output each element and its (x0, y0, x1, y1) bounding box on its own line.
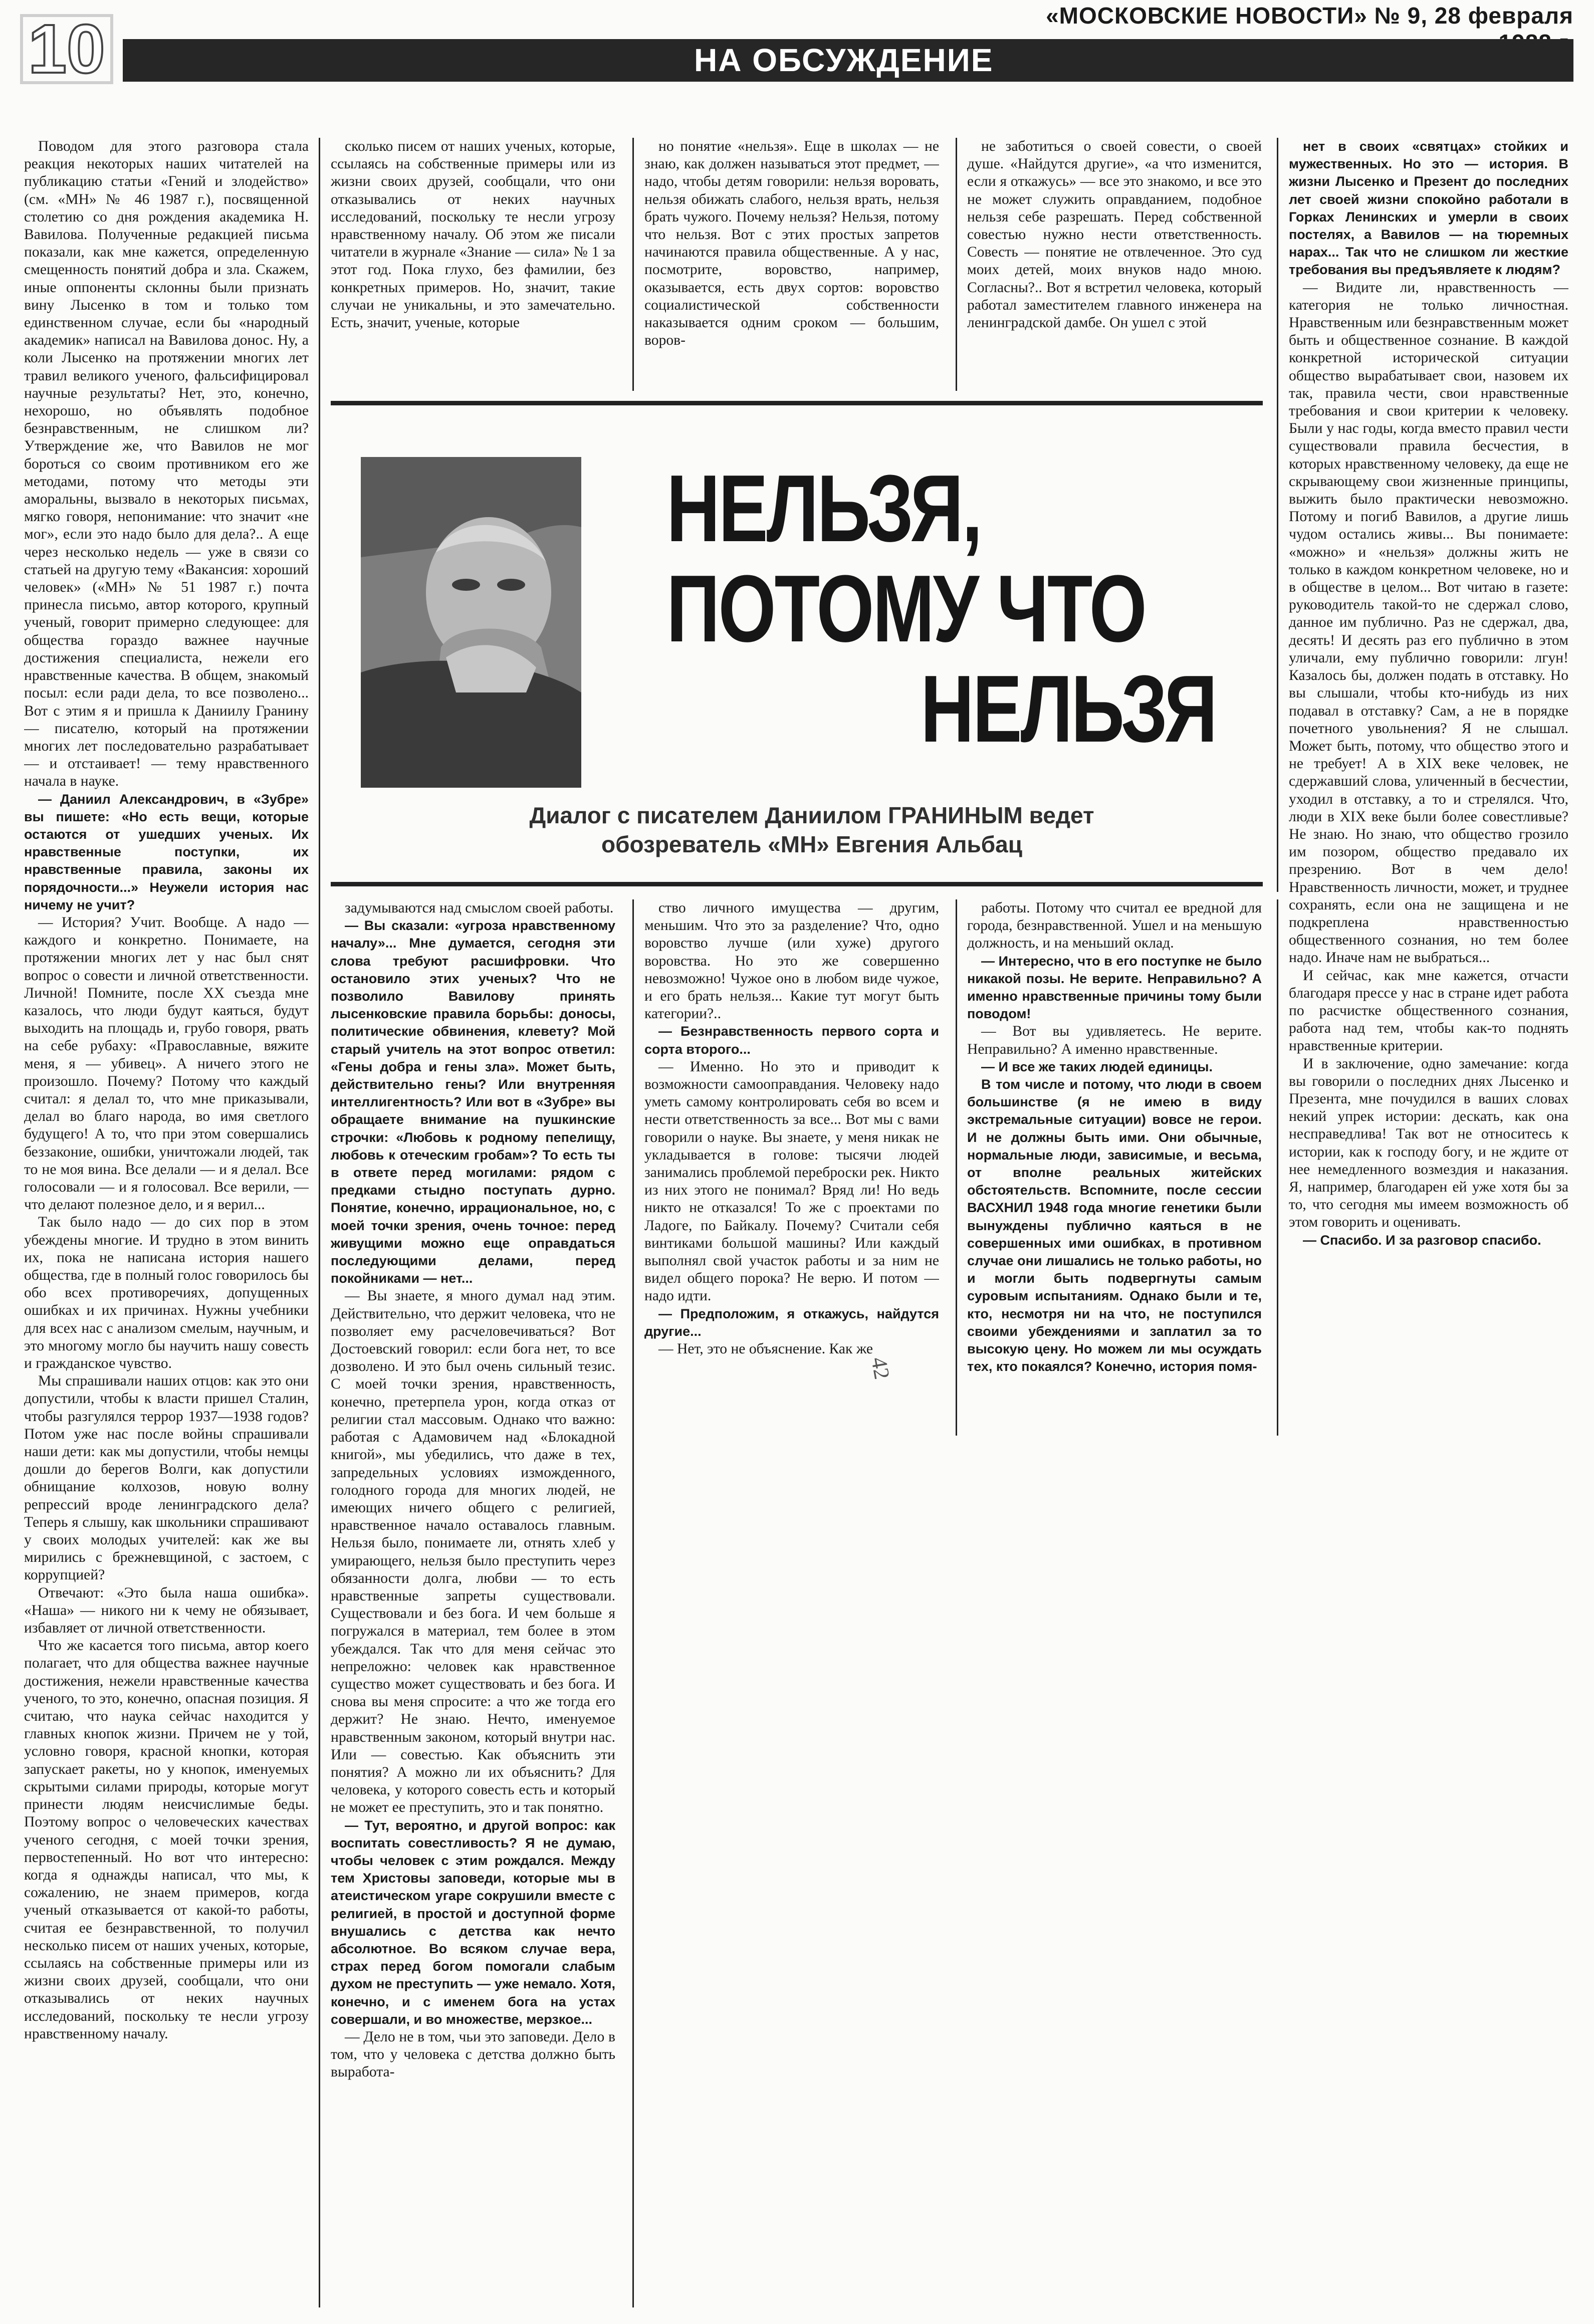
paragraph: сколько писем от наших ученых, которые, ссылаясь на собственные примеры или из жизни своих друзей, сообщали, что они отказывались от неких научных исследований, поскольку те несли угрозу нравственному началу. Об этом же писали читатели в журнале «Знание — сила» № 1 за этот год. Пока глухо, без фамилии, без конкретных примеров. Но, значит, такие случаи не уникальны, и это замечательно. Есть, значит, ученые, которые (331, 138, 615, 331)
column-2-bottom (331, 899, 615, 2307)
column-3-bottom (644, 899, 939, 1436)
paragraph: — Видите ли, нравственность — категория не только личностная. Нравственным или безнравственным может быть и общественное сознание. В каждой конкретной исторической ситуации общество вырабатывает свои, назовем их так, правила чести, свои нравственные требования и свои критерии к человеку. Были у нас годы, когда вместо правил чести существовали правила бесчестия, в которых нравственному человеку, да еще не скрывающему свои жизненные принципы, выжить было практически невозможно. Потому и погиб Вавилов, а другие лишь чудом остались живы... Вы понимаете: «можно» и «нельзя» должны жить не только в каждом конкретном человеке, но и в обществе в целом... Вот читаю в газете: руководитель такой-то не сдержал слово, данное им публично. Раз не сдержал, два, десять! И десять раз его публично в этом уличали, ему публично говорили: лгун! Казалось бы, должен подать в отставку. Но вы слышали, чтобы кто-нибудь из них подавал в отставку? Сам, а не в порядке почетного увольнения? Я не слышал. Может быть, потому, что общество этого и не требует! А в XIX веке человек, не сдержавший слова, уличенный в бесчестии, уходил в отставку, а то и стрелялся. Что, люди в XIX веке были более совестливые? Не знаю. Но знаю, что общество грозило им позором, общество предавало их презрению. Вот в чем дело! Нравственность личности, может, и труднее сохранять, если она не защищена и не подкреплена нравственностью общественного сознания, но тем более надо. Иначе нам не выбраться... (1289, 279, 1568, 966)
portrait-image (361, 457, 581, 788)
answer-5: — Нет, это не объяснение. Как же (658, 1341, 873, 1357)
column-5 (1289, 138, 1568, 1468)
column-rule (632, 899, 634, 2307)
column-rule (956, 138, 957, 391)
question-1: — Даниил Александрович, в «Зубре» вы пишете: «Но есть вещи, которые остаются от ушедших ученых. Их нравственные поступки, их нравственные правила, законы их порядочности...» Неужели история нас ничему не учит? (24, 791, 309, 912)
page-number: 10 (20, 14, 113, 84)
rubric-banner: НА ОБСУЖДЕНИЕ (123, 39, 1573, 82)
paragraph: Что же касается того письма, автор коего полагает, что для общества важнее научные достижения, нежели нравственные качества ученого, то это, конечно, опасная позиция. Я считаю, что наука сейчас находится у главных кнопок жизни. Причем не у той, условно говоря, красной кнопки, которая запускает ракеты, но у кнопок, именуемых скрытыми силами природы, которые могут принести людям неисчислимые беды. Поэтому вопрос о человеческих качествах ученого сегодня, с моей точки зрения, первостепенный. Но вот что интересно: когда я однажды написал, что мы, к сожалению, не знаем примеров, когда ученый отказывается от какой-то работы, считая ее безнравственной, то получил несколько писем от наших ученых, которые, ссылаясь на собственные примеры или из жизни своих друзей, сообщали, что они отказывались от неких научных исследований, поскольку те несли угрозу нравственному началу. (24, 1638, 309, 2042)
answer-3: — Дело не в том, чьи это заповеди. Дело в том, что у человека с детства должно быть выработа- (331, 2029, 615, 2080)
column-rule (956, 899, 957, 1436)
paragraph: ство личного имущества — другим, меньшим. Что это за разделение? Что, одно воровство лучше (или хуже) другого воровства. Но это же совершенно невозможно! Чужое оно в любом виде чужое, и его брать нельзя... Какие тут могут быть категории?.. (644, 900, 939, 1022)
question-3: — Тут, вероятно, и другой вопрос: как воспитать совестливость? Я не думаю, чтобы человек с этим рождался. Между тем Христовы заповеди, которые мы в атеистическом угаре сокрушили вместе с религией, в простой и доступной форме внушались с детства как нечто абсолютное. Во всяком случае вера, страх перед богом помогали слабым духом не преступить — уже немало. Хотя, конечно, и с именем бога на устах совершали, и во множестве, мерзкое... (331, 1817, 615, 2027)
paragraph: задумываются над смыслом своей работы. (345, 900, 614, 916)
handwritten-note: 42 (866, 1355, 894, 1381)
byline-line-2: обозреватель «МН» Евгения Альбац (601, 831, 1023, 857)
portrait-photo (361, 457, 581, 788)
headline-line-3: НЕЛЬЗЯ (921, 656, 1216, 762)
rule-top (331, 401, 1263, 405)
column-3-top (644, 138, 939, 391)
paragraph: Отвечают: «Это была наша ошибка». «Наша» — никого ни к чему не обязывает, избавляет от личной ответственности. (24, 1584, 309, 1637)
question-2: — Вы сказали: «угроза нравственному началу»... Мне думается, сегодня эти слова требуют расшифровки. Что остановило этих ученых? Что не позволило Вавилову принять лысенковские правила борьбы: доносы, политические обвинения, клевету? Мой старый учитель на этот вопрос ответил: «Гены добра и гены зла». Может быть, действительно гены? Или внутренняя интеллигентность? Или вот в «Зубре» вы обращаете внимание на пушкинские строчки: «Любовь к родному пепелищу, любовь к отеческим гробам»? То есть ты в ответе перед могилами: рядом с предками стыдно поступать дурно. Понятие, конечно, иррациональное, но, с моей точки зрения, очень точное: перед живущими можно еще оправдаться последующими делами, перед покойниками — нет... (331, 918, 615, 1286)
masthead: «МОСКОВСКИЕ НОВОСТИ» № 9, 28 февраля (1046, 3, 1573, 29)
paragraph: не заботиться о своей совести, о своей душе. «Найдутся другие», «а что изменится, если я откажусь» — все это знакомо, и все это не может служить оправданием, подобное нельзя себе разрешать. Перед собственной совестью нужно нести ответственность. Совесть — понятие не отвлеченное. Это суд моих детей, моих внуков надо мною. Согласны?.. Вот я встретил человека, который работал заместителем главного инженера на ленинградской дамбе. Он ушел с этой (967, 138, 1262, 331)
column-1 (24, 138, 309, 2307)
answer-4: — Именно. Но это и приводит к возможности самооправдания. Человеку надо уметь самому контролировать себя во всем и нести ответственность за все... Вот мы с вами говорили о науке. Вы знаете, у меня никак не укладывается в голове: тысячи людей занимались проблемой переброски рек. Никто из них этого не понимал? Вряд ли! Но ведь никто не отказался! То же с проектами по Ладоге, по Байкалу. Почему? Считали себя винтиками большой машины? Или каждый выполнял свой участок работы и за ним не видел общего порока? Не верю. И потом — надо идти. (644, 1058, 939, 1304)
paragraph: но понятие «нельзя». Еще в школах — не знаю, как должен называться этот предмет, — надо, чтобы детям говорили: нельзя воровать, нельзя обижать слабого, нельзя врать, нельзя брать чужого. Почему нельзя? Нельзя, потому что нельзя. Вот с этих простых запретов начинаются правила общественные. А у нас, посмотрите, воровство, например, оказывается, есть двух сортов: воровство социалистической собственности наказывается одним сроком — большим, воров- (644, 138, 939, 349)
question-end: нет в своих «святцах» стойких и мужественных. Но это — история. В жизни Лысенко и Презент до последних лет своей жизни спокойно работали в Горках Ленинских и умерли в своих постелях, а Вавилов — на тюремных нарах... Так что не слишком ли жесткие требования вы предъявляете к людям? (1289, 139, 1568, 278)
paragraph: И в заключение, одно замечание: когда вы говорили о последних днях Лысенко и Презента, мне почудился в ваших словах некий упрек истории: дескать, как она несправедлива! Так вот не относитесь к истории, как к господу богу, и не ждите от нее немедленного возмездия и наказания. Я, например, благодарен ей уже хотя бы за то, что сегодня мы имеем возможность об этом говорить и оценивать. (1289, 1055, 1568, 1231)
question-4: — Безнравственность первого сорта и сорта второго... (644, 1024, 939, 1057)
question-7: — И все же таких людей единицы. (981, 1059, 1213, 1074)
answer-1: — История? Учит. Вообще. А надо — каждого и конкретно. Понимаете, на протяжении многих лет у нас был снят вопрос о совести и личной ответственности. Личной! Помните, после XX съезда мне казалось, что люди будут каяться, будут выходить на площадь и, грубо говоря, рвать на себе рубаху: «Православные, вяжите меня, я — убивец». А ничего этого не произошло. Почему? Потому что каждый считал: я делал то, что мне приказывали, делал во благо народа, во имя светлого будущего! А то, что при этом совершались беззаконие, ошибки, уничтожали людей, так то не моя вина. Все делали — и я делал. Все голосовали — и я голосовал. Все верили, — что делают полезное дело, и я верил... (24, 914, 309, 1213)
column-rule (1277, 899, 1278, 1436)
headline-line-1: НЕЛЬЗЯ, (666, 455, 981, 562)
paragraph: работы. Потому что считал ее вредной для города, безнравственной. Ушел и на меньшую должность, и на меньший оклад. (967, 900, 1262, 952)
column-rule (1277, 138, 1278, 892)
paragraph: И сейчас, как мне кажется, отчасти благодаря прессе у нас в стране идет работа по расчистке общественного сознания, работа над тем, чтобы как-то поднять нравственные критерии. (1289, 967, 1568, 1054)
answer-6: — Вот вы удивляетесь. Не верите. Неправильно? А именно нравственные. (967, 1023, 1262, 1057)
closing-line: — Спасибо. И за разговор спасибо. (1303, 1232, 1541, 1248)
rule-bottom (331, 882, 1263, 886)
byline-line-1: Диалог с писателем Даниилом ГРАНИНЫМ ведет (529, 802, 1094, 828)
column-4-bottom (967, 899, 1262, 1436)
column-rule (319, 138, 320, 2307)
answer-7: В том числе и потому, что люди в своем большинстве (я не имею в виду экстремальные ситуации) вовсе не герои. И не должны быть ими. Они обычные, нормальные люди, зависимые, и весьма, от вполне реальных житейских обстоятельств. Вспомните, после сессии ВАСХНИЛ 1948 года многие генетики были вынуждены публично каяться в не совершенных ими ошибках, в противном случае они лишались не только работы, но и могли быть подвергнуты самым суровым испытаниям. Однако были и те, кто, несмотря ни на что, не поступился своими убеждениями и заплатил за то высокую цену. Но можем ли мы осуждать тех, кто покаялся? Конечно, история помя- (967, 1077, 1262, 1374)
headline (666, 455, 1216, 762)
question-5: — Предположим, я откажусь, найдутся другие... (644, 1306, 939, 1339)
column-2-top (331, 138, 615, 391)
column-rule (632, 138, 634, 391)
paragraph: Мы спрашивали наших отцов: как это они допустили, чтобы к власти пришел Сталин, чтобы разгулялся террор 1937—1938 годов? Потом уже нас после войны спрашивали наши дети: как мы допустили, чтобы немцы дошли до берегов Волги, как допустили обнищание колхозов, новую волну репрессий вроде ленинградского дела? Теперь я слышу, как школьники спрашивают у своих молодых учителей: как же вы мирились с брежневщиной, с застоем, с коррупцией? (24, 1373, 309, 1583)
intro-paragraph: Поводом для этого разговора стала реакция некоторых наших читателей на публикацию статьи «Гений и злодейство» (см. «МН» № 46 1987 г.), посвященной столетию со дня рождения академика Н. Вавилова. Полученные редакцией письма показали, как мне кажется, определенную смещенность понятий добра и зла. Скажем, иные оппоненты склонны были признать вину Лысенко в том и только том единственном случае, если бы «народный академик» написал на Вавилова донос. Ну, а коли Лысенко на протяжении многих лет травил великого ученого, фальсифицировал научные результаты? Нет, это, конечно, нехорошо, но объявлять подобное безнравственным, не слишком ли? Утверждение же, что Вавилов не мог бороться со своим противником его же методами, потому что методы эти аморальны, вызвало в некоторых письмах, мягко говоря, непонимание: что значит «не мог», если это надо было для дела?.. А еще через несколько недель — уже в связи со статьей на другую тему «Вакансия: хороший человек» («МН» № 51 1987 г.) почта принесла письмо, автор которого, крупный ученый, говорит примерно следующее: для общества гораздо важнее научные достижения специалиста, нежели его нравственные качества. В общем, знакомый посыл: если ради дела, то все позволено... Вот с этим я и пришла к Даниилу Гранину — писателю, который на протяжении многих лет последовательно разрабатывает — и отстаивает! — тему нравственного начала в науке. (24, 138, 309, 790)
headline-line-2: ПОТОМУ ЧТО (666, 556, 1146, 662)
paragraph: Так было надо — до сих пор в этом убеждены многие. И трудно в этом винить их, пока не написана история нашего общества, где в полный голос говорилось бы обо всех противоречиях, допущенных ошибках и их причинах. Нужны учебники для всех нас с анализом смелым, научным, и это многому могло бы научить нашу совесть и гражданское чувство. (24, 1214, 309, 1372)
question-6: — Интересно, что в его поступке не было никакой позы. Не верите. Неправильно? А именно нравственные причины тому были поводом! (967, 953, 1262, 1022)
answer-2: — Вы знаете, я много думал над этим. Действительно, что держит человека, что не позволяет ему расчеловечиваться? Вот Достоевский говорил: если бога нет, то все дозволено. И это был очень сильный тезис. С моей точки зрения, нравственность, конечно, претерпела урон, когда отказ от религии стал массовым. Однако что важно: работая с Адамовичем над «Блокадной книгой», мы убедились, что даже в тех, запредельных условиях изможденного, голодного города для многих людей, не имеющих ничего общего с религией, нравственное начало оставалось главным. Нельзя было, понимаете ли, отнять хлеб у умирающего, нельзя было преступить через обязанности долга, любви — то есть нравственные запреты существовали. Существовали и без бога. И чем больше я погружался в материал, тем более в этом убеждался. Так что для меня сейчас это непреложно: человек как нравственное существо может существовать и без бога. И снова вы меня спросите: а что же тогда его держит? Не знаю. Нечто, именуемое нравственным законом, который внутри нас. Или — совестью. Как объяснить эти понятия? А можно ли их объяснить? Для человека, у которого совесть есть и который не может ее преступить, это и так понятно. (331, 1288, 615, 1816)
byline (391, 801, 1233, 859)
column-4-top (967, 138, 1262, 391)
